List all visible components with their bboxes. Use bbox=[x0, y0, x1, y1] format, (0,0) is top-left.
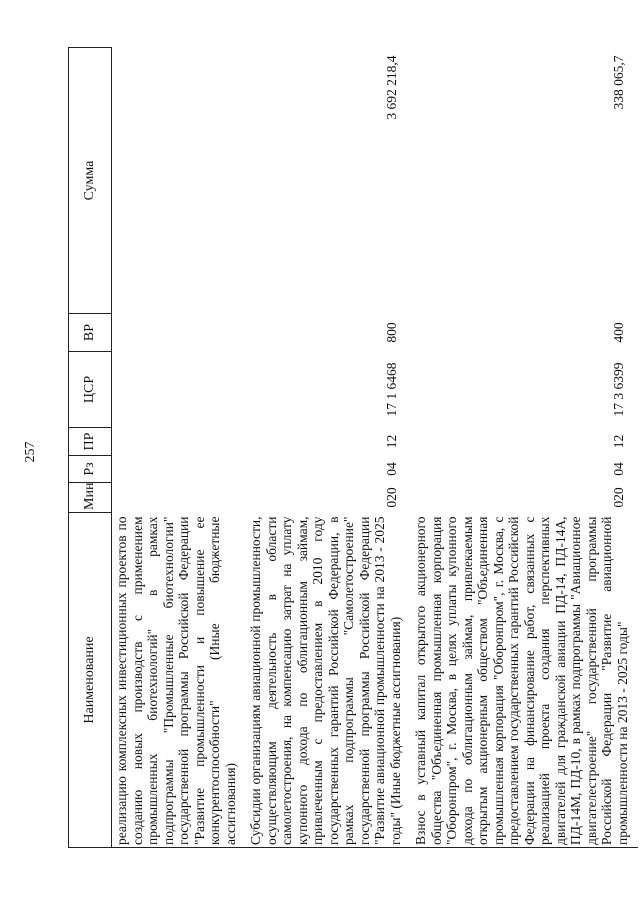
row-min: 020 bbox=[610, 487, 626, 508]
header-csr: ЦСР bbox=[69, 352, 112, 428]
row-sum: 3 692 218,4 bbox=[383, 55, 399, 120]
row-sum bbox=[112, 48, 247, 314]
header-rz: Рз bbox=[69, 456, 112, 483]
table-row bbox=[411, 48, 638, 848]
header-sum: Сумма bbox=[69, 48, 112, 314]
row-rz: 04 bbox=[610, 462, 626, 476]
row-pr: 12 bbox=[383, 434, 399, 449]
header-name: Наименование bbox=[69, 513, 112, 848]
row-name: реализацию комплексных инвестиционных проектов по созданию новых производств с применением промышленных биотехнологий" в рамках подпрограммы "Промышленные биотехнологии" государственной программы Российской Федерации "Развитие промышленности и повышение ее конкурентоспособности" (Иные бюджетные ассигнования) bbox=[112, 513, 247, 848]
row-name: Взнос в уставный капитал открытого акционерного общества "Объединенная промышленная корпорация "Оборонпром", г. Москва, в целях уплаты купонного дохода по облигационным займам, привлекаемым открытым акционерным обществом "Объединенная промышленная корпорация "Оборонпром", г. Москва, с предоставлением государственных гарантий Российской Федерации на финансирование работ, связанных с реализацией проекта создания перспективных двигателей для гражданской авиации ПД-14, ПД-14А, ПД-14М, ПД-10, в рамках подпрограммы "Авиационное двигателестроение" государственной программы Российской Федерации "Развитие авиационной промышленности на 2013 - 2025 годы" bbox=[411, 513, 638, 848]
row-rz: 04 bbox=[383, 462, 399, 476]
row-csr: 17 1 6468 bbox=[383, 362, 399, 417]
budget-table bbox=[68, 47, 638, 848]
row-csr: 17 3 6399 bbox=[610, 362, 626, 417]
page-number: 257 bbox=[23, 441, 38, 463]
header-min: Мин bbox=[69, 483, 112, 513]
budget-table-sheet bbox=[68, 48, 640, 848]
row-rz bbox=[112, 456, 247, 483]
row-vr bbox=[112, 314, 247, 352]
header-pr: ПР bbox=[69, 428, 112, 456]
row-min bbox=[112, 483, 247, 513]
row-vr: 800 bbox=[383, 322, 399, 343]
row-pr: 12 bbox=[610, 434, 626, 449]
table-row bbox=[246, 48, 411, 848]
header-vr: ВР bbox=[69, 314, 112, 352]
row-name: Субсидии организациям авиационной промышленности, осуществляющим деятельность в области самолетостроения, на компенсацию затрат на уплату купонного дохода по облигационным займам, привлеченным с предоставлением в 2010 году государственных гарантий Российской Федерации, в рамках подпрограммы "Самолетостроение" государственной программы Российской Федерации "Развитие авиационной промышленности на 2013 - 2025 годы" (Иные бюджетные ассигнования) bbox=[246, 513, 411, 848]
row-vr: 400 bbox=[610, 322, 626, 343]
row-sum: 338 065,7 bbox=[610, 55, 626, 110]
row-csr bbox=[112, 352, 247, 428]
table-header-row bbox=[69, 48, 112, 848]
row-min: 020 bbox=[383, 487, 399, 508]
table-row bbox=[112, 48, 247, 848]
row-pr bbox=[112, 428, 247, 456]
